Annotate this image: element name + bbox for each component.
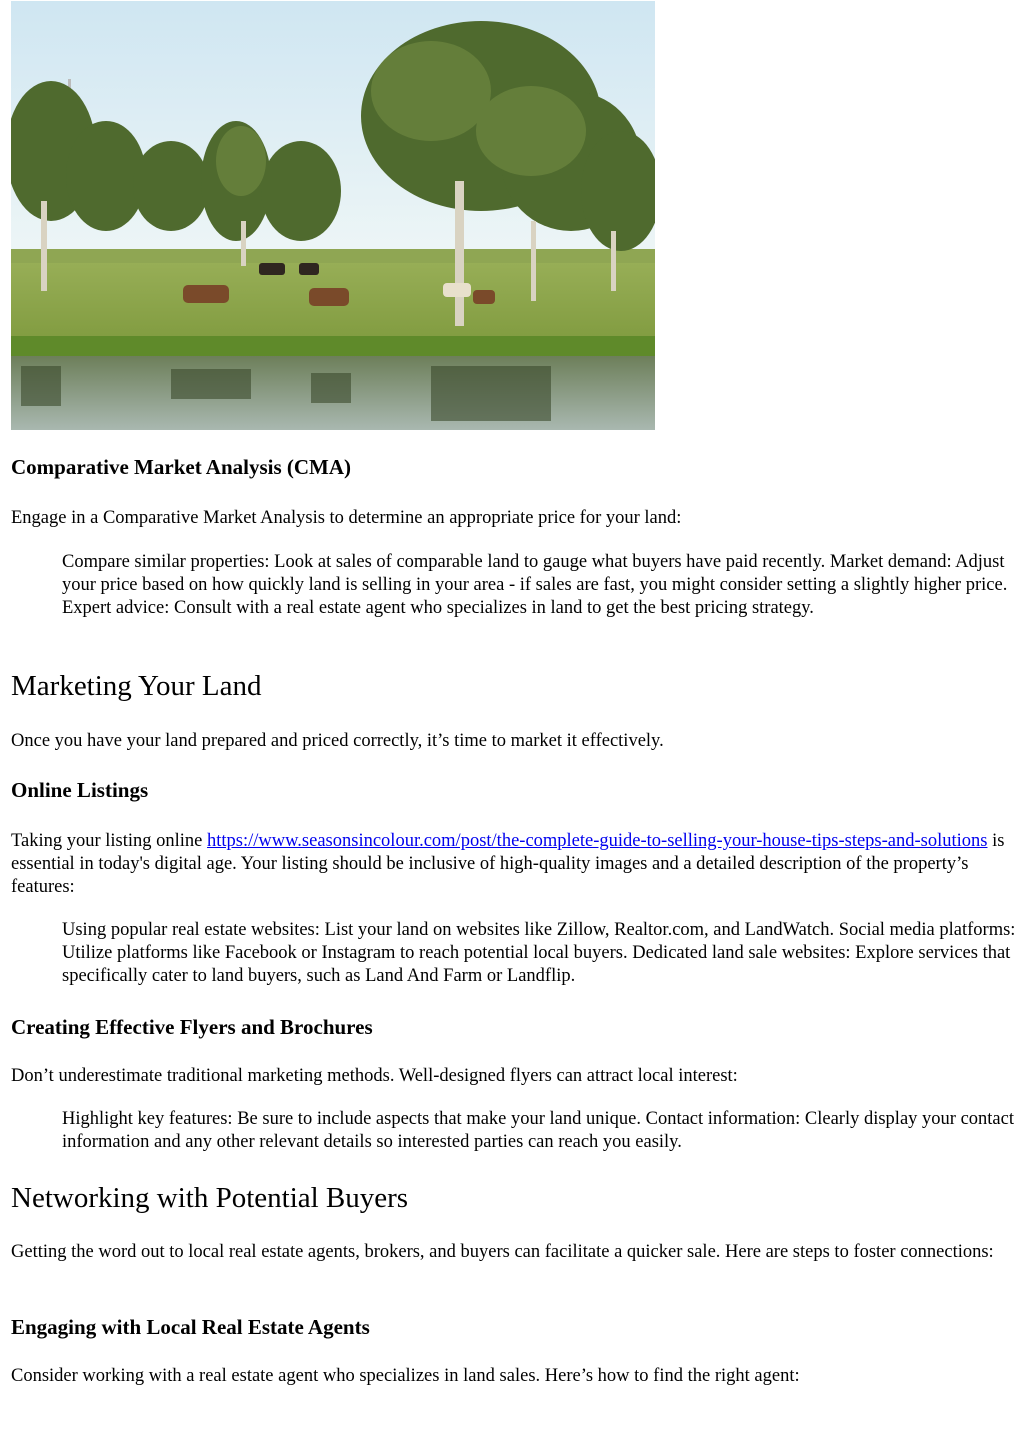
online-text-before: Taking your listing online [11, 831, 208, 851]
section-heading-cma: Comparative Market Analysis (CMA) [11, 455, 352, 479]
hero-photo [11, 1, 655, 430]
pasture-photo-icon [11, 1, 655, 430]
agents-intro: Consider working with a real estate agent who specializes in land sales. Here’s how to find the right agent: [11, 1366, 800, 1386]
cma-intro: Engage in a Comparative Market Analysis to determine an appropriate price for your land: [11, 508, 682, 528]
online-text-after: is essential in today's digital age. Your listing should be inclusive of high-quality images and a detailed description of the property’s features: [11, 831, 1005, 897]
online-paragraph [11, 830, 1011, 899]
marketing-intro: Once you have your land prepared and priced correctly, it’s time to market it effectively. [11, 731, 664, 751]
section-heading-marketing: Marketing Your Land [11, 670, 262, 702]
online-list: Using popular real estate websites: List your land on websites like Zillow, Realtor.com, and LandWatch. Social media platforms: Utilize platforms like Facebook or Instagram to reach potential local buyers. Dedicated land sale websites: Explore services that specifically cater to land buyers, such as Land And Farm or Landflip. [62, 920, 1016, 986]
flyers-intro: Don’t underestimate traditional marketing methods. Well-designed flyers can attract local interest: [11, 1066, 738, 1086]
seasonsincolour-link[interactable]: https://www.seasonsincolour.com/post/the-complete-guide-to-selling-your-house-tips-steps-and-solutions [207, 831, 988, 851]
section-heading-flyers: Creating Effective Flyers and Brochures [11, 1015, 373, 1039]
flyers-list: Highlight key features: Be sure to include aspects that make your land unique. Contact information: Clearly display your contact information and any other relevant details so interested parties can reach you easily. [62, 1109, 1014, 1152]
section-heading-networking: Networking with Potential Buyers [11, 1182, 409, 1214]
section-heading-online: Online Listings [11, 778, 149, 802]
section-heading-agents: Engaging with Local Real Estate Agents [11, 1315, 370, 1339]
cma-list: Compare similar properties: Look at sales of comparable land to gauge what buyers have paid recently. Market demand: Adjust your price based on how quickly land is selling in your area - if sales are fast, you might consider setting a slightly higher price. Expert advice: Consult with a real estate agent who specializes in land to get the best pricing strategy. [62, 552, 1008, 618]
networking-intro: Getting the word out to local real estate agents, brokers, and buyers can facilitate a quicker sale. Here are steps to foster connections: [11, 1242, 994, 1262]
